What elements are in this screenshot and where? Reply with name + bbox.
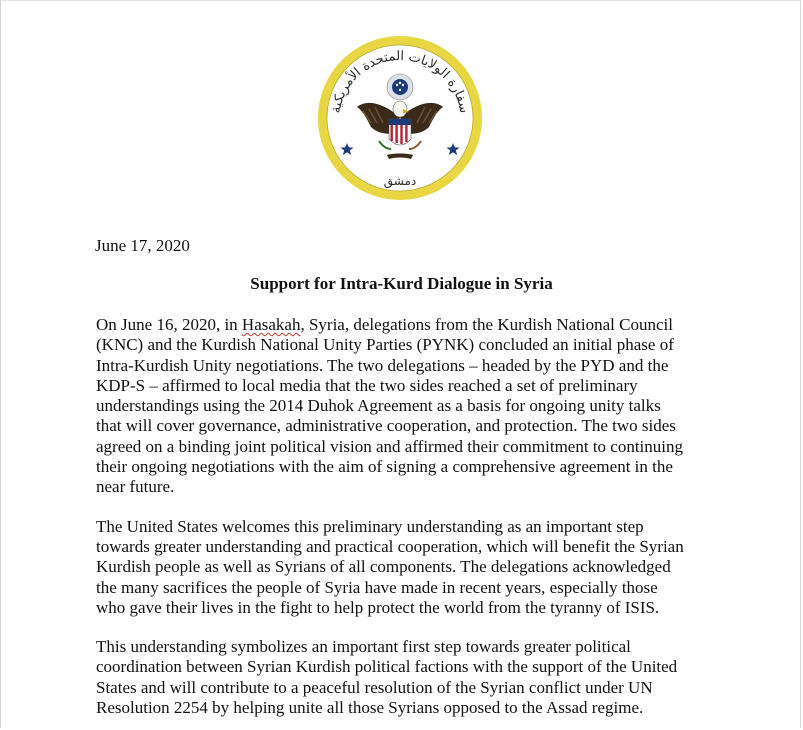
text-line: towards greater understanding and practical cooperation, which will benefit the Syrian <box>96 536 684 556</box>
text-line: States and will contribute to a peaceful resolution of the Syrian conflict under UN <box>96 677 653 697</box>
text-line: their ongoing negotiations with the aim of signing a comprehensive agreement in the <box>96 457 673 477</box>
embassy-seal-graphic <box>317 35 483 201</box>
seal-field <box>327 45 473 191</box>
text-line: near future. <box>96 477 175 497</box>
document-title: Support for Intra-Kurd Dialogue in Syria <box>250 274 553 293</box>
embassy-seal <box>317 35 483 201</box>
text-line: coordination between Syrian Kurdish political factions with the support of the United <box>96 657 678 677</box>
paragraph <box>96 637 716 718</box>
text-line: that will cover governance, administrative cooperation, and protection. The two sides <box>96 416 676 436</box>
text-line: KDP-S – affirmed to local media that the two sides reached a set of preliminary <box>96 375 638 395</box>
text-line: The United States welcomes this preliminary understanding as an important step <box>96 516 644 536</box>
text-line: Resolution 2254 by helping unite all those Syrians opposed to the Assad regime. <box>96 698 644 718</box>
text-line: the many sacrifices the people of Syria have made in recent years, especially those <box>96 577 658 597</box>
paragraph <box>96 517 716 618</box>
text-line: This understanding symbolizes an important first step towards greater political <box>96 637 631 657</box>
seal-arabic-city: دمشق <box>383 174 417 188</box>
seal-arabic-arc-text: سفارة الولايات المتحدة الأمريكية <box>328 49 472 115</box>
text-line: Kurdish people as well as Syrians of all components. The delegations acknowledged <box>96 557 671 577</box>
text-line: agreed on a binding joint political vision and affirmed their commitment to continuing <box>96 436 684 456</box>
text-line: understandings using the 2014 Duhok Agreement as a basis for ongoing unity talks <box>96 396 661 416</box>
document-date: June 17, 2020 <box>95 236 190 255</box>
spellcheck-flagged-word: Hasakah <box>241 315 301 334</box>
document-body <box>96 315 716 718</box>
text-line: who gave their lives in the fight to help protect the world from the tyranny of ISIS. <box>96 597 660 617</box>
text-line: On June 16, 2020, in Hasakah, Syria, delegations from the Kurdish National Council <box>96 315 673 334</box>
text-line: (KNC) and the Kurdish National Unity Parties (PYNK) concluded an initial phase of <box>96 335 674 355</box>
text-line: Intra-Kurdish Unity negotiations. The two delegations – headed by the PYD and the <box>96 355 669 375</box>
paragraph <box>96 315 716 498</box>
